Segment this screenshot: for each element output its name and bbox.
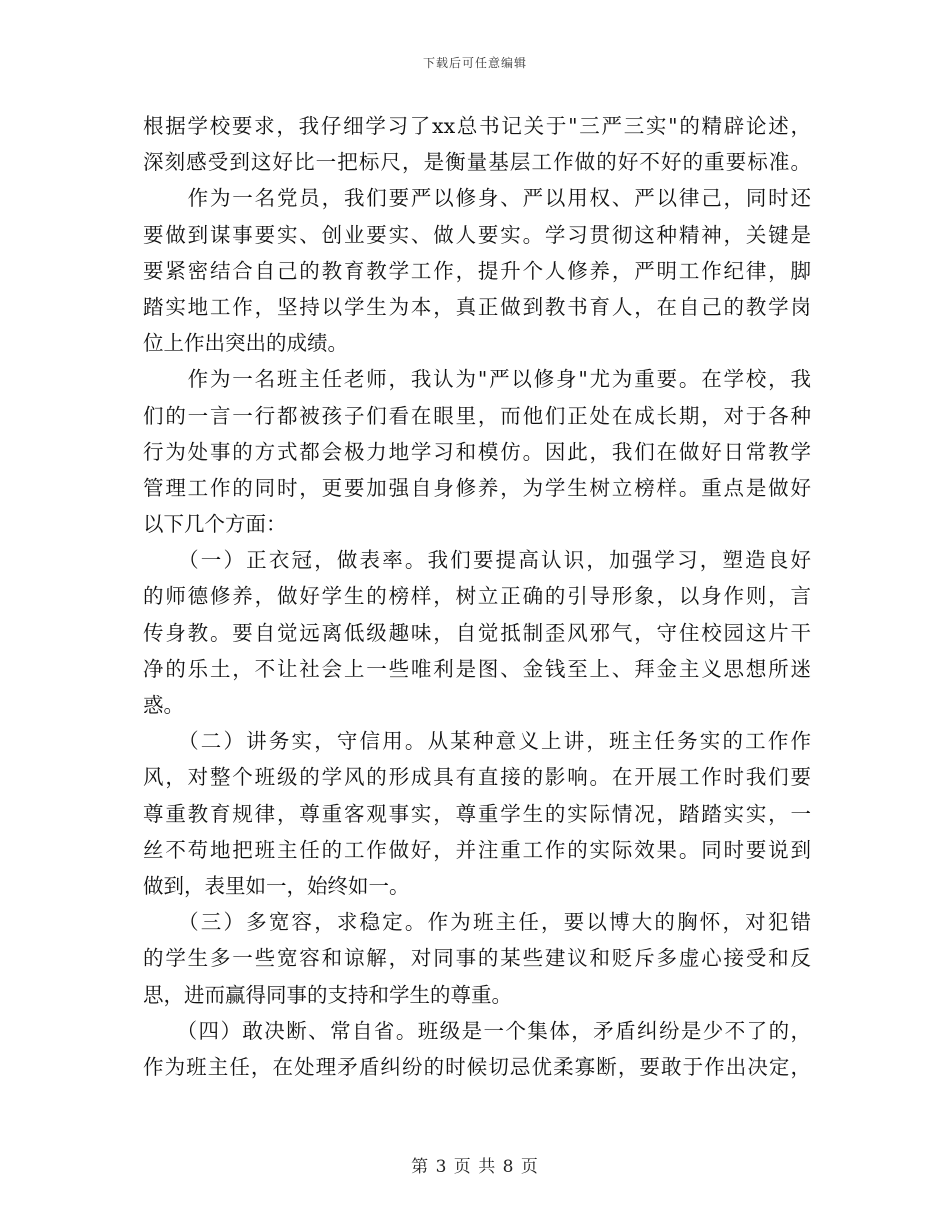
text-line: 位上作出突出的成绩。 [143,331,348,356]
text-line: 做到，表里如一，始终如一。 [143,873,410,898]
text-line: 深刻感受到这好比一把标尺，是衡量基层工作做的好不好的重要标准。 [143,150,811,175]
text-line: （一）正衣冠，做表率。我们要提高认识，加强学习，塑造良好 [143,548,811,573]
text-line: （四）敢决断、常自省。班级是一个集体，矛盾纠纷是少不了的， [143,1018,811,1043]
document-body [143,108,811,1085]
text-line: 根据学校要求，我仔细学习了xx总书记关于"三严三实"的精辟论述， [143,114,811,138]
text-line: 要紧密结合自己的教育教学工作，提升个人修养，严明工作纪律，脚 [143,258,811,283]
text-line: 尊重教育规律，尊重客观事实，尊重学生的实际情况，踏踏实实，一 [143,801,811,826]
text-line: （三）多宽容，求稳定。作为班主任，要以博大的胸怀，对犯错 [143,910,811,935]
text-line: 净的乐土，不让社会上一些唯利是图、金钱至上、拜金主义思想所迷 [143,656,811,681]
text-line: 丝不苟地把班主任的工作做好，并注重工作的实际效果。同时要说到 [143,837,811,862]
text-line: 思，进而赢得同事的支持和学生的尊重。 [143,982,512,1007]
text-line: 作为班主任，在处理矛盾纠纷的时候切忌优柔寡断，要敢于作出决定， [143,1054,811,1079]
text-line: 以下几个方面： [143,512,287,537]
text-line: 们的一言一行都被孩子们看在眼里，而他们正处在成长期，对于各种 [143,403,811,428]
text-line: 管理工作的同时，更要加强自身修养，为学生树立榜样。重点是做好 [143,475,811,500]
text-line: 作为一名党员，我们要严以修身、严以用权、严以律己，同时还 [143,186,811,211]
text-line: （二）讲务实，守信用。从某种意义上讲，班主任务实的工作作 [143,729,811,754]
text-line: 的师德修养，做好学生的榜样，树立正确的引导形象，以身作则，言 [143,584,811,609]
text-line: 要做到谋事要实、创业要实、做人要实。学习贯彻这种精神，关键是 [143,222,811,247]
page-header: 下载后可任意编辑 [422,56,527,70]
page-number-footer: 第 3 页 共 8 页 [411,1157,539,1177]
text-line: 踏实地工作，坚持以学生为本，真正做到教书育人，在自己的教学岗 [143,294,811,319]
text-line: 作为一名班主任老师，我认为"严以修身"尤为重要。在学校，我 [143,367,811,392]
text-line: 风，对整个班级的学风的形成具有直接的影响。在开展工作时我们要 [143,765,811,790]
text-line: 惑。 [143,693,184,717]
text-line: 的学生多一些宽容和谅解，对同事的某些建议和贬斥多虚心接受和反 [143,946,811,971]
text-line: 传身教。要自觉远离低级趣味，自觉抵制歪风邪气，守住校园这片干 [143,620,811,645]
text-line: 行为处事的方式都会极力地学习和模仿。因此，我们在做好日常教学 [143,439,811,464]
